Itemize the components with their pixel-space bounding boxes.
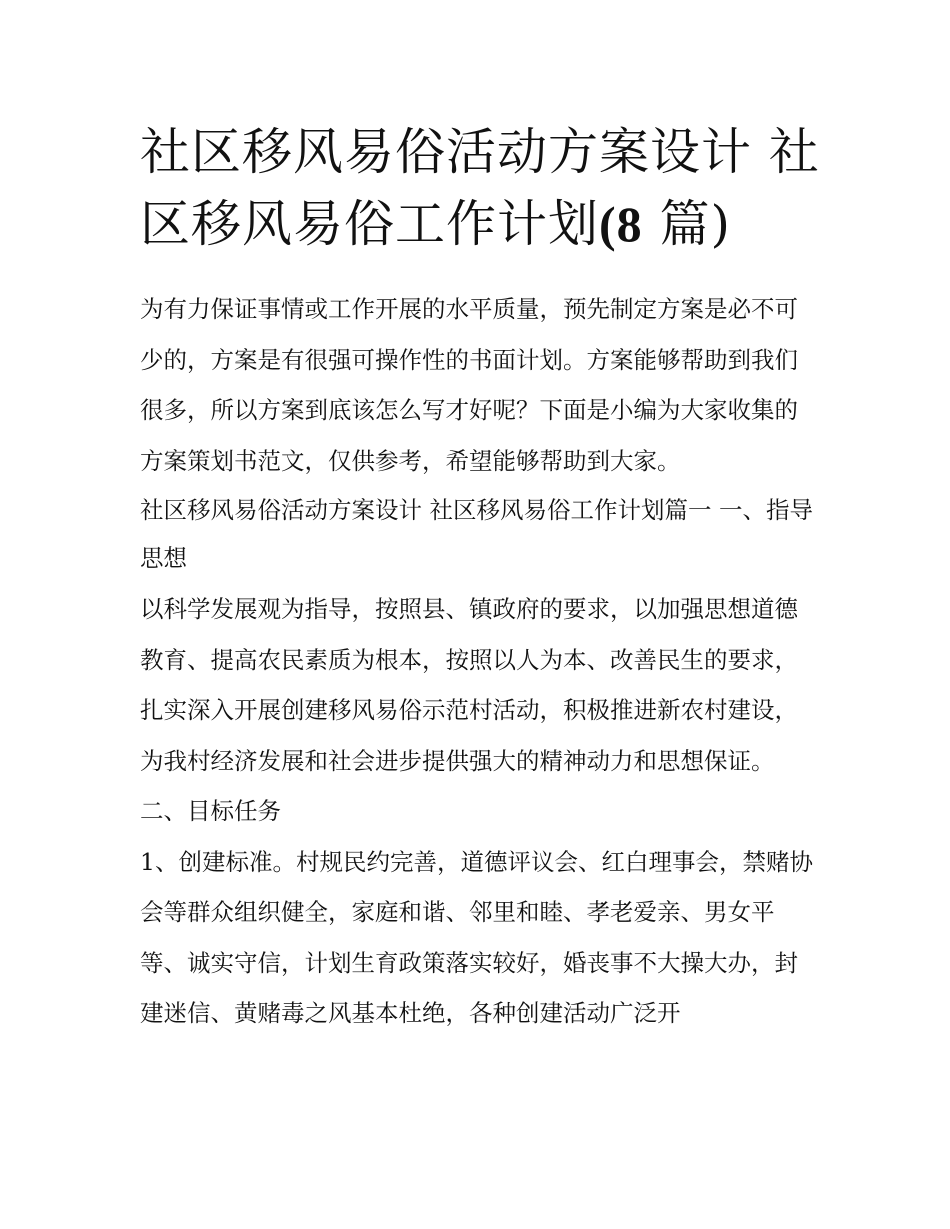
title-suffix: 篇)	[642, 195, 732, 253]
document-title	[140, 116, 820, 260]
title-count: (8	[599, 196, 643, 252]
intro-paragraph: 为有力保证事情或工作开展的水平质量，预先制定方案是必不可少的，方案是有很强可操作性的书面计划。方案能够帮助到我们很多，所以方案到底该怎么写才好呢？下面是小编为大家收集的方案策划书范文，仅供参考，希望能够帮助到大家。	[140, 295, 798, 475]
title-text: 社区移风易俗活动方案设计 社区移风易俗工作计划	[140, 123, 820, 253]
creation-standard-paragraph: 1、创建标准。村规民约完善，道德评议会、红白理事会，禁赌协会等群众组织健全，家庭和谐、邻里和睦、孝老爱亲、男女平等、诚实守信，计划生育政策落实较好，婚丧事不大操大办，封建迷信、黄赌毒之风基本杜绝，各种创建活动广泛开	[140, 847, 813, 1027]
section-heading-goals: 二、目标任务	[140, 797, 281, 825]
guiding-ideology-paragraph: 以科学发展观为指导，按照县、镇政府的要求，以加强思想道德教育、提高农民素质为根本，按照以人为本、改善民生的要求，扎实深入开展创建移风易俗示范村活动，积极推进新农村建设，为我村经济发展和社会进步提供强大的精神动力和思想保证。	[140, 595, 798, 775]
document-body	[140, 284, 820, 1039]
section-heading-guiding-ideology: 社区移风易俗活动方案设计 社区移风易俗工作计划篇一 一、指导思想	[140, 496, 813, 572]
